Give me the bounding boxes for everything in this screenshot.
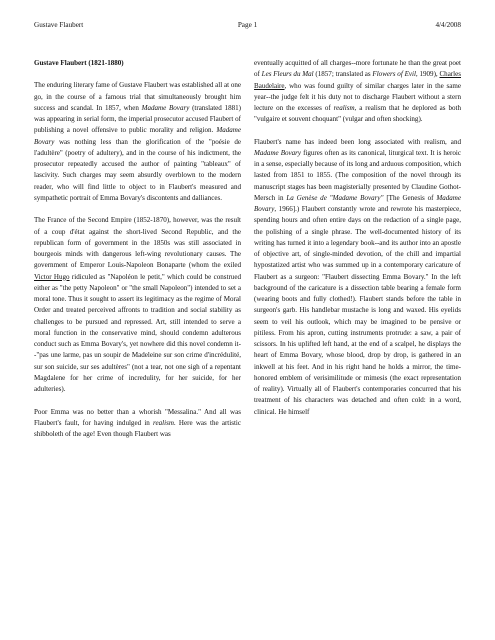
paragraph-5: Flaubert's name has indeed been long associated with realism, and Madame Bovary figures often as its canonical, liturgical text. It is heroic in a sense, especially because of its long and arduous composition, which lasted from 1851 to 1855. (The composition of the novel through its manuscript stages has been magisterially presented by Claudine Gothot-Mersch in La Genèse de "Madame Bovary" [The Genesis of Madame Bovary, 1966].) Flaubert constantly wrote and rewrote his masterpiece, spending hours and often entire days on the redaction of a single page, the polishing of a single phrase. The well-documented history of its writing has turned it into a legendary book--and its author into an apostle of objective art, of single-minded devotion, of the chill and impartial hypostatized artist who was summed up in a contemporary caricature of Flaubert as a surgeon: "Flaubert dissecting Emma Bovary." In the left background of the caricature is a dissection table bearing a female form (wearing boots and fully clothed!). Flaubert stands before the table in surgeon's garb. His handlebar mustache is long and waxed. His eyelids seem to veil his outlook, which may be imagined to be pensive or pitiless. From his apron, cutting instruments protrude: a saw, a pair of scissors. In his uplifted left hand, at the end of a scalpel, he displays the heart of Emma Bovary, whose blood, drop by drop, is gathered in an inkwell at his feet. And in his right hand he holds a mirror, the time-honored emblem of verisimilitude or mimesis (the exact representation of reality). Virtually all of Flaubert's contemporaries concurred that his treatment of his characters was detached and often cold: in a word, clinical. He himself	[254, 137, 462, 416]
paragraph-4: eventually acquitted of all charges--more fortunate he than the great poet of Les Fleurs du Mal (1857; translated as Flowers of Evil, 1909), Charles Baudelaire, who was found guilty of similar charges later in the same year--the judge felt it his duty not to discharge Flaubert without a stern lecture on the excesses of realism, a realism that he deplored as both "vulgaire et souvent choquant" (vulgar and often shocking).	[254, 59, 462, 124]
right-column	[254, 58, 461, 429]
article-title: Gustave Flaubert (1821-1880)	[34, 59, 124, 67]
realism-link-2[interactable]: realism	[333, 104, 355, 112]
paragraph-1: The enduring literary fame of Gustave Flaubert was established all at one go, in the course of a famous trial that simultaneously brought him success and scandal. In 1857, when Madame Bovary (translated 1881) was appearing in serial form, the imperial prosecutor accused Flaubert of publishing a novel offensive to public morality and religion. Madame Bovary was nothing less than the glorification of the "poésie de l'adultère" (poetry of adultery), and in the course of his indictment, the prosecutor repeatedly accused the author of painting "tableaux" of lascivity. Such charges may seem absurdly overblown to the modern reader, who will find little to object to in Flaubert's measured and sympathetic portrait of Emma Bovary's discontents and dalliances.	[34, 81, 241, 202]
realism-link[interactable]: realism	[153, 418, 174, 427]
charles-baudelaire-link[interactable]: Charles Baudelaire	[254, 70, 461, 90]
header-page-number: Page 1	[237, 21, 258, 29]
header-date: 4/4/2008	[435, 21, 461, 29]
paragraph-2: The France of the Second Empire (1852-1870), however, was the result of a coup d'état against the short-lived Second Republic, and the republican form of government in the 1850s was still associated in bourgeois minds with dangerous left-wing revolutionary causes. The government of Emperor Louis-Napoleon Bonaparte (whom the exiled Victor Hugo ridiculed as "Napoléon le petit," which could be construed either as "the petty Napoleon" or "the small Napoleon") intended to set a moral tone. Thus it sought to assert its legitimacy as the regime of Moral Order and treated perceived affronts to tradition and social stability as challenges to be pursued and repressed. Art, still intended to serve a moral function in the conservative mind, should condemn adulterous conduct such as Emma Bovary's, yet nowhere did this novel condemn it--"pas une larme, pas un soupir de Madeleine sur son crime d'incrédulité, sur son suicide, sur ses adultères" (not a tear, not one sigh of a repentant Magdalene for her crime of incredulity, for her suicide, for her adulteries).	[34, 216, 241, 394]
left-column	[34, 58, 241, 452]
page-header	[34, 21, 461, 33]
victor-hugo-link[interactable]: Victor Hugo	[34, 272, 70, 281]
header-title: Gustave Flaubert	[34, 21, 84, 29]
paragraph-3: Poor Emma was no better than a whorish "Messalina." And all was Flaubert's fault, for having indulged in realism. Here was the artistic shibboleth of the age! Even though Flaubert was	[34, 407, 241, 439]
